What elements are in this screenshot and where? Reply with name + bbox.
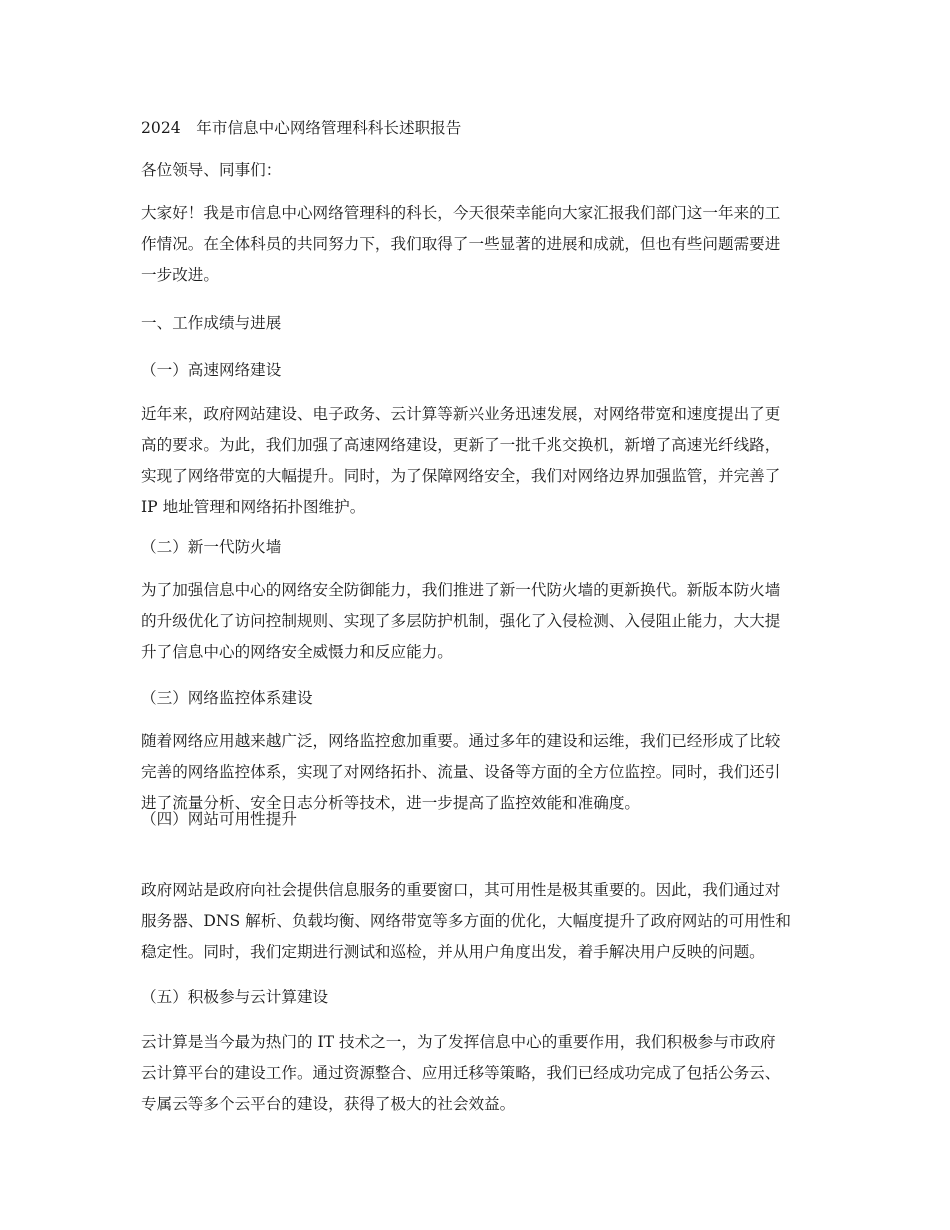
paragraph-line: 稳定性。同时，我们定期进行测试和巡检，并从用户角度出发，着手解决用户反映的问题。: [141, 943, 765, 961]
paragraph-line: 服务器、DNS 解析、负载均衡、网络带宽等多方面的优化，大幅度提升了政府网站的可用性和: [141, 912, 791, 930]
subsection-heading: （五）积极参与云计算建设: [141, 988, 329, 1006]
paragraph-line: 高的要求。为此，我们加强了高速网络建设，更新了一批千兆交换机，新增了高速光纤线路，: [141, 436, 781, 454]
intro-paragraph: [141, 198, 810, 291]
subsection-paragraph: [141, 575, 810, 668]
subsection-heading: （四）网站可用性提升: [141, 810, 297, 828]
paragraph-line: 政府网站是政府向社会提供信息服务的重要窗口，其可用性是极其重要的。因此，我们通过对: [141, 881, 781, 899]
paragraph-line: 云计算是当今最为热门的 IT 技术之一，为了发挥信息中心的重要作用，我们积极参与市政府: [141, 1033, 776, 1051]
subsection-paragraph: [141, 399, 810, 523]
intro-line: 作情况。在全体科员的共同努力下，我们取得了一些显著的进展和成就，但也有些问题需要进: [141, 235, 781, 253]
section-heading: 一、工作成绩与进展: [141, 314, 282, 332]
subsection-heading: （三）网络监控体系建设: [141, 689, 313, 707]
greeting: 各位领导、同事们：: [141, 161, 282, 179]
paragraph-line: 为了加强信息中心的网络安全防御能力，我们推进了新一代防火墙的更新换代。新版本防火墙: [141, 581, 781, 599]
paragraph-line: 专属云等多个云平台的建设，获得了极大的社会效益。: [141, 1095, 516, 1113]
intro-line: 一步改进。: [141, 266, 219, 284]
subsection-paragraph: [141, 1027, 810, 1120]
document-title: 2024 年市信息中心网络管理科科长述职报告: [141, 119, 462, 137]
subsection-paragraph: [141, 875, 810, 968]
paragraph-line: 进了流量分析、安全日志分析等技术，进一步提高了监控效能和准确度。: [141, 794, 641, 812]
intro-line: 大家好！我是市信息中心网络管理科的科长，今天很荣幸能向大家汇报我们部门这一年来的工: [141, 204, 781, 222]
paragraph-line: IP 地址管理和网络拓扑图维护。: [141, 498, 366, 516]
paragraph-line: 随着网络应用越来越广泛，网络监控愈加重要。通过多年的建设和运维，我们已经形成了比较: [141, 732, 781, 750]
paragraph-line: 近年来，政府网站建设、电子政务、云计算等新兴业务迅速发展，对网络带宽和速度提出了更: [141, 405, 781, 423]
paragraph-line: 实现了网络带宽的大幅提升。同时，为了保障网络安全，我们对网络边界加强监管，并完善了: [141, 467, 781, 485]
subsection-heading: （二）新一代防火墙: [141, 538, 282, 556]
paragraph-line: 升了信息中心的网络安全威慑力和反应能力。: [141, 643, 453, 661]
paragraph-line: 云计算平台的建设工作。通过资源整合、应用迁移等策略，我们已经成功完成了包括公务云、: [141, 1064, 781, 1082]
paragraph-line: 完善的网络监控体系，实现了对网络拓扑、流量、设备等方面的全方位监控。同时，我们还引: [141, 763, 781, 781]
paragraph-line: 的升级优化了访问控制规则、实现了多层防护机制，强化了入侵检测、入侵阻止能力，大大提: [141, 612, 781, 630]
subsection-heading: （一）高速网络建设: [141, 361, 282, 379]
